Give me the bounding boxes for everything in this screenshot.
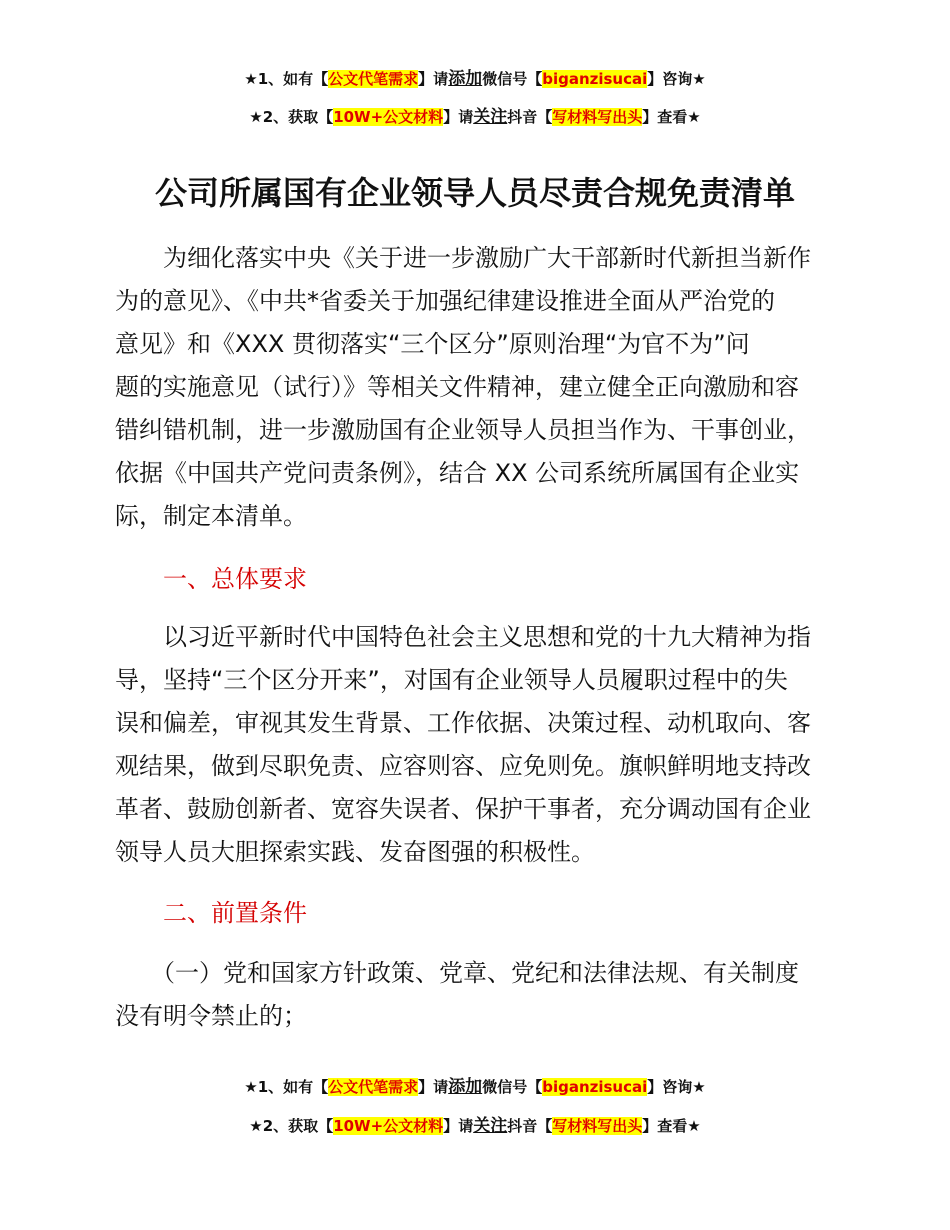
promo-highlight-materials: 10W+公文材料	[333, 1117, 444, 1135]
promo-highlight-douyin-account: 写材料写出头	[552, 1117, 643, 1135]
top-promo-line-1	[0, 69, 950, 89]
promo-text: 抖音【	[507, 108, 553, 126]
paragraph-line: 意见》和《XXX 贯彻落实“三个区分”原则治理“为官不为”问	[115, 330, 750, 358]
promo-text: 微信号【	[482, 70, 543, 88]
promo-underlined-text: 添加	[448, 69, 483, 89]
top-promo-line-2	[0, 107, 950, 127]
general-requirements-paragraph	[115, 616, 835, 874]
preconditions-paragraph	[115, 952, 835, 1038]
paragraph-line: 依据《中国共产党问责条例》，结合 XX 公司系统所属国有企业实	[115, 459, 800, 487]
promo-suffix: 】查看★	[642, 108, 701, 126]
section-heading-general-requirements: 一、总体要求	[163, 565, 307, 593]
promo-text: 】请	[418, 1078, 449, 1096]
promo-highlight-wechat-id: biganzisucai	[542, 1078, 648, 1096]
promo-suffix: 】咨询★	[647, 1078, 706, 1096]
paragraph-line: 以习近平新时代中国特色社会主义思想和党的十九大精神为指	[115, 623, 811, 651]
paragraph-line: 导，坚持“三个区分开来”，对国有企业领导人员履职过程中的失	[115, 666, 788, 694]
promo-prefix: ★1、如有【	[244, 70, 329, 88]
intro-paragraph	[115, 237, 835, 538]
paragraph-line: 为的意见》、《中共*省委关于加强纪律建设推进全面从严治党的	[115, 287, 775, 315]
document-title: 公司所属国有企业领导人员尽责合规免责清单	[154, 174, 795, 212]
paragraph-line: 革者、鼓励创新者、宽容失误者、保护干事者，充分调动国有企业	[115, 795, 811, 823]
bottom-promo-line-1	[0, 1077, 950, 1097]
paragraph-line: 没有明令禁止的；	[115, 1002, 307, 1030]
paragraph-line: 观结果，做到尽职免责、应容则容、应免则免。旗帜鲜明地支持改	[115, 752, 811, 780]
paragraph-line: 错纠错机制，进一步激励国有企业领导人员担当作为、干事创业，	[115, 416, 811, 444]
section-heading-preconditions: 二、前置条件	[163, 899, 307, 927]
promo-prefix: ★2、获取【	[249, 108, 334, 126]
paragraph-line: 误和偏差，审视其发生背景、工作依据、决策过程、动机取向、客	[115, 709, 811, 737]
promo-text: 】请	[418, 70, 449, 88]
promo-underlined-text: 添加	[448, 1077, 483, 1097]
promo-underlined-text: 关注	[473, 1116, 508, 1136]
bottom-promo-line-2	[0, 1116, 950, 1136]
paragraph-line: （一）党和国家方针政策、党章、党纪和法律法规、有关制度	[115, 959, 799, 987]
promo-suffix: 】查看★	[642, 1117, 701, 1135]
promo-suffix: 】咨询★	[647, 70, 706, 88]
promo-prefix: ★1、如有【	[244, 1078, 329, 1096]
promo-highlight-service: 公文代笔需求	[328, 70, 419, 88]
promo-text: 微信号【	[482, 1078, 543, 1096]
promo-text: 】请	[443, 1117, 474, 1135]
promo-prefix: ★2、获取【	[249, 1117, 334, 1135]
paragraph-line: 为细化落实中央《关于进一步激励广大干部新时代新担当新作	[115, 244, 811, 272]
promo-highlight-service: 公文代笔需求	[328, 1078, 419, 1096]
promo-highlight-materials: 10W+公文材料	[333, 108, 444, 126]
promo-text: 】请	[443, 108, 474, 126]
paragraph-line: 题的实施意见（试行）》等相关文件精神，建立健全正向激励和容	[115, 373, 799, 401]
promo-text: 抖音【	[507, 1117, 553, 1135]
promo-highlight-wechat-id: biganzisucai	[542, 70, 648, 88]
promo-highlight-douyin-account: 写材料写出头	[552, 108, 643, 126]
paragraph-line: 领导人员大胆探索实践、发奋图强的积极性。	[115, 838, 595, 866]
promo-underlined-text: 关注	[473, 107, 508, 127]
paragraph-line: 际，制定本清单。	[115, 502, 307, 530]
